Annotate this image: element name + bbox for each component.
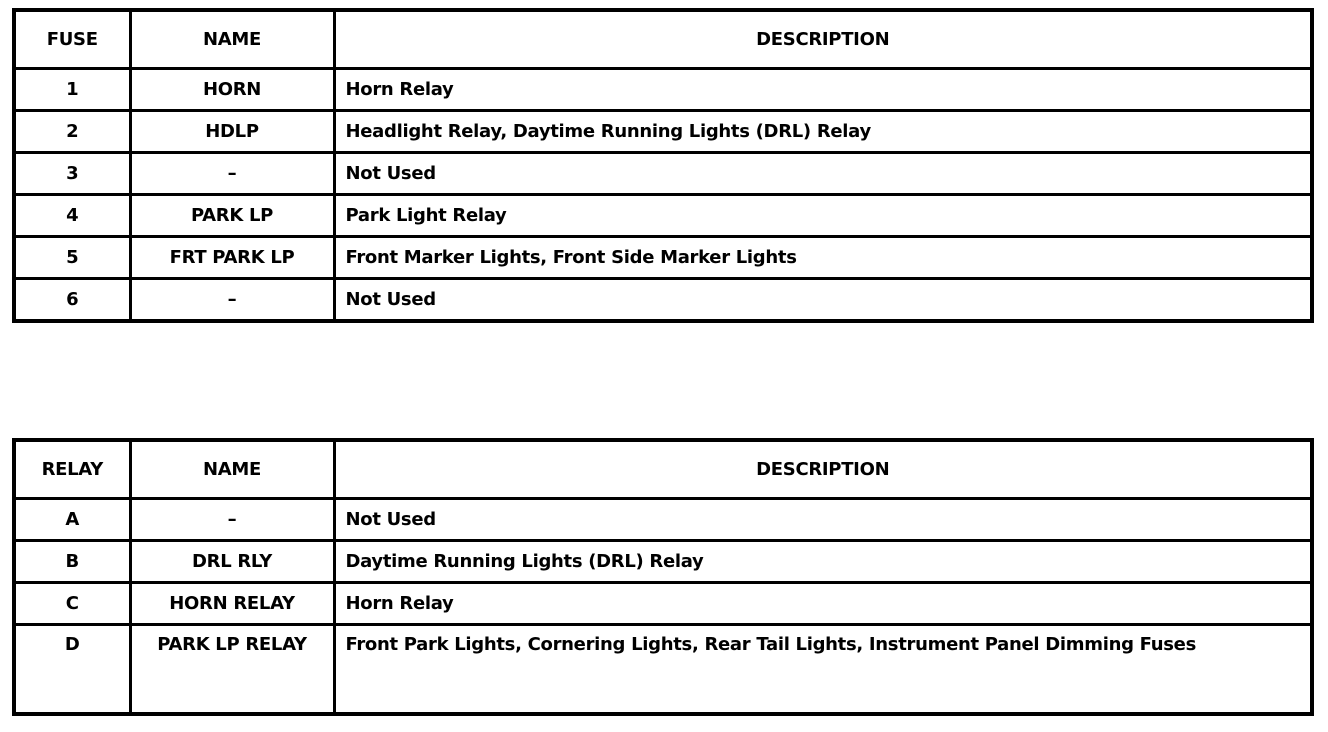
table-row xyxy=(14,153,1312,195)
relay-name-cell: DRL RLY xyxy=(130,541,334,583)
column-header-fuse: FUSE xyxy=(14,10,130,69)
fuse-name-cell: HORN xyxy=(130,69,334,111)
relay-description-cell: Horn Relay xyxy=(334,583,1312,625)
relay-description-cell: Daytime Running Lights (DRL) Relay xyxy=(334,541,1312,583)
table-header-row xyxy=(14,10,1312,69)
fuse-name-cell: PARK LP xyxy=(130,195,334,237)
fuse-description-cell: Headlight Relay, Daytime Running Lights (DRL) Relay xyxy=(334,111,1312,153)
relay-description-cell: Not Used xyxy=(334,499,1312,541)
relay-name-cell: HORN RELAY xyxy=(130,583,334,625)
fuse-description-cell: Horn Relay xyxy=(334,69,1312,111)
fuse-description-cell: Front Marker Lights, Front Side Marker Lights xyxy=(334,237,1312,279)
fuse-number-cell: 1 xyxy=(14,69,130,111)
column-header-name: NAME xyxy=(130,10,334,69)
table-row xyxy=(14,237,1312,279)
table-row xyxy=(14,195,1312,237)
fuse-name-cell: – xyxy=(130,279,334,322)
fuse-description-cell: Not Used xyxy=(334,153,1312,195)
table-header-row xyxy=(14,440,1312,499)
fuse-name-cell: – xyxy=(130,153,334,195)
fuse-description-cell: Not Used xyxy=(334,279,1312,322)
relay-letter-cell: A xyxy=(14,499,130,541)
relay-letter-cell: C xyxy=(14,583,130,625)
table-row xyxy=(14,583,1312,625)
column-header-description: DESCRIPTION xyxy=(334,10,1312,69)
fuse-number-cell: 3 xyxy=(14,153,130,195)
relay-letter-cell: B xyxy=(14,541,130,583)
relay-name-cell: PARK LP RELAY xyxy=(130,625,334,715)
table-row xyxy=(14,625,1312,715)
fuse-description-cell: Park Light Relay xyxy=(334,195,1312,237)
table-row xyxy=(14,279,1312,322)
table-row xyxy=(14,69,1312,111)
table-row xyxy=(14,111,1312,153)
relay-name-cell: – xyxy=(130,499,334,541)
column-header-description: DESCRIPTION xyxy=(334,440,1312,499)
fuse-table xyxy=(12,8,1314,323)
fuse-name-cell: FRT PARK LP xyxy=(130,237,334,279)
fuse-name-cell: HDLP xyxy=(130,111,334,153)
column-header-relay: RELAY xyxy=(14,440,130,499)
table-row xyxy=(14,541,1312,583)
relay-table xyxy=(12,438,1314,716)
column-header-name: NAME xyxy=(130,440,334,499)
relay-description-cell: Front Park Lights, Cornering Lights, Rear Tail Lights, Instrument Panel Dimming Fuses xyxy=(334,625,1312,715)
fuse-number-cell: 6 xyxy=(14,279,130,322)
fuse-number-cell: 4 xyxy=(14,195,130,237)
table-row xyxy=(14,499,1312,541)
fuse-number-cell: 5 xyxy=(14,237,130,279)
relay-letter-cell: D xyxy=(14,625,130,715)
fuse-number-cell: 2 xyxy=(14,111,130,153)
